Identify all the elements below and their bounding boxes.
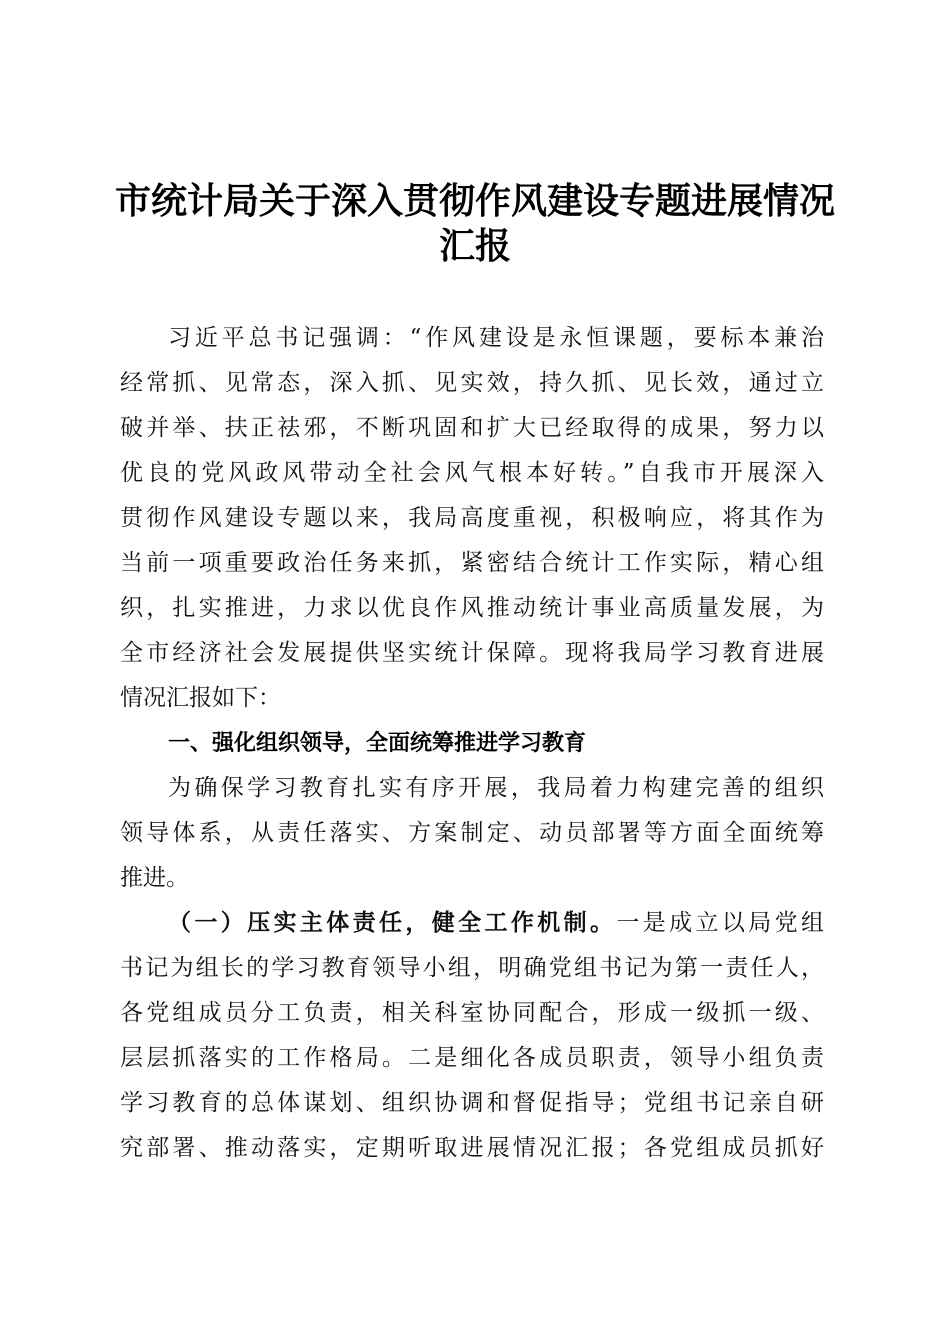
subsection-1-line-4: 层层抓落实的工作格局。二是细化各成员职责，领导小组负责 [120,1045,824,1071]
intro-line-2: 经常抓、见常态，深入抓、见实效，持久抓、见长效，通过立 [120,370,824,396]
document-title-line-2: 汇报 [438,225,511,267]
subsection-1-lead-rest: 一是成立以局党组 [616,910,824,936]
intro-line-9: 情况汇报如下： [120,685,281,711]
section-1-line-2: 领导体系，从责任落实、方案制定、动员部署等方面全面统筹 [120,820,824,846]
subsection-1-lead: （一）压实主体责任，健全工作机制。 [168,910,617,936]
subsection-1-line-2: 书记为组长的学习教育领导小组，明确党组书记为第一责任人， [120,955,824,981]
intro-line-3: 破并举、扶正祛邪，不断巩固和扩大已经取得的成果，努力以 [120,415,824,441]
section-1-heading: 一、强化组织领导，全面统筹推进学习教育 [168,731,587,756]
intro-line-8: 全市经济社会发展提供坚实统计保障。现将我局学习教育进展 [120,640,824,666]
intro-line-5: 贯彻作风建设专题以来，我局高度重视，积极响应，将其作为 [120,505,824,531]
subsection-1-line-1 [168,901,824,946]
section-1-line-1: 为确保学习教育扎实有序开展，我局着力构建完善的组织 [168,775,824,801]
intro-line-4: 优良的党风政风带动全社会风气根本好转。”自我市开展深入 [120,460,824,486]
subsection-1-line-6: 究部署、推动落实，定期听取进展情况汇报；各党组成员抓好 [120,1135,824,1161]
intro-line-1: 习近平总书记强调：“作风建设是永恒课题，要标本兼治 [168,325,824,351]
subsection-1-line-3: 各党组成员分工负责，相关科室协同配合，形成一级抓一级、 [120,1000,824,1026]
section-1-line-3: 推进。 [120,865,189,891]
subsection-1-line-5: 学习教育的总体谋划、组织协调和督促指导；党组书记亲自研 [120,1090,824,1116]
intro-line-6: 当前一项重要政治任务来抓，紧密结合统计工作实际，精心组 [120,550,824,576]
intro-line-7: 织，扎实推进，力求以优良作风推动统计事业高质量发展，为 [120,595,824,621]
document-title-line-1: 市统计局关于深入贯彻作风建设专题进展情况 [114,180,835,222]
